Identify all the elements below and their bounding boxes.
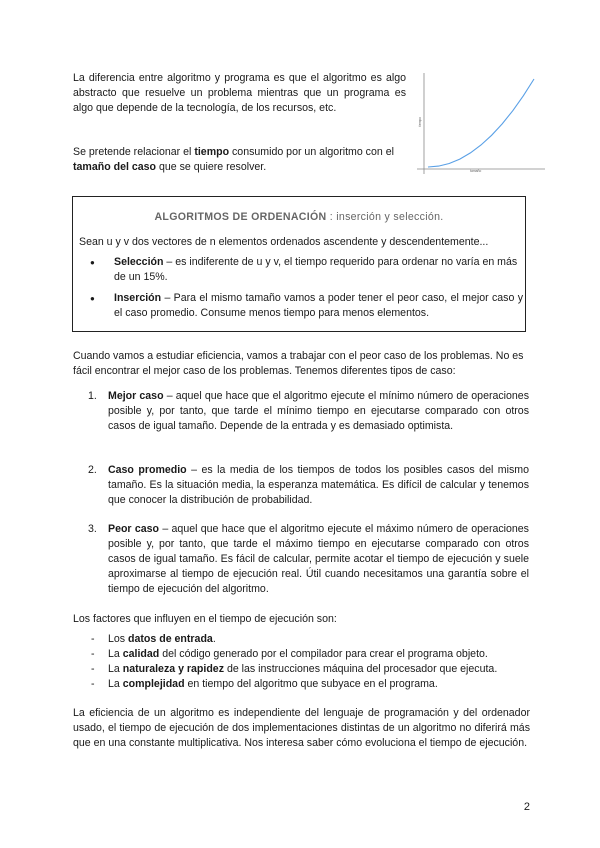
list-dash: - bbox=[91, 648, 95, 660]
paragraph-efficiency: Cuando vamos a estudiar eficiencia, vamos a trabajar con el peor caso de los problemas. No es fácil encontrar el mejor caso de los problemas. Tenemos diferentes tipos de caso: bbox=[73, 350, 524, 377]
page-number: 2 bbox=[523, 801, 530, 813]
intro-text: consumido por un algoritmo con el bbox=[229, 146, 394, 158]
list-dash: - bbox=[91, 678, 95, 690]
bold-term-tiempo: tiempo bbox=[194, 146, 230, 158]
box-title bbox=[73, 210, 525, 225]
case-term: Mejor caso bbox=[108, 390, 164, 402]
case-text: – aquel que hace que el algoritmo ejecute el mínimo número de operaciones posible y, por tanto, que tarde el mínimo tiempo en ejecutarse comparado con otros casos de igual tamaño. Depende de la entrada y es demasiado optimista. bbox=[108, 390, 530, 432]
list-item bbox=[91, 662, 529, 677]
factor-term: datos de entrada bbox=[128, 633, 213, 645]
list-item bbox=[91, 647, 529, 662]
intro-text: que se quiere resolver. bbox=[156, 161, 267, 173]
list-dash: - bbox=[91, 663, 95, 675]
factor-text: de las instrucciones máquina del procesador que ejecuta. bbox=[224, 663, 498, 675]
intro-text: Se pretende relacionar el bbox=[73, 146, 195, 158]
list-item bbox=[88, 463, 529, 508]
list-dash: - bbox=[91, 633, 95, 645]
factor-text: La bbox=[108, 678, 123, 690]
sorting-algorithms-box bbox=[72, 196, 526, 332]
box-title-main: ALGORITMOS DE ORDENACIÓN bbox=[154, 211, 327, 223]
case-term: Peor caso bbox=[108, 523, 160, 535]
bullet-text: – es indiferente de u y v, el tiempo requerido para ordenar no varía en más de un 15%. bbox=[114, 256, 518, 283]
factor-text: Los bbox=[108, 633, 129, 645]
time-vs-size-chart bbox=[414, 71, 545, 176]
list-item bbox=[91, 677, 529, 692]
factor-term: naturaleza y rapidez bbox=[122, 663, 225, 675]
list-item bbox=[91, 632, 529, 647]
bullet-term: Selección bbox=[114, 256, 164, 268]
factor-text: en tiempo del algoritmo que subyace en el programa. bbox=[184, 678, 438, 690]
paragraph-factors: Los factores que influyen en el tiempo de ejecución son: bbox=[73, 613, 337, 625]
box-intro: Sean u y v dos vectores de n elementos ordenados ascendente y descendentemente... bbox=[79, 236, 489, 248]
box-title-sub: : inserción y selección. bbox=[329, 211, 444, 223]
x-axis-label: tamaño bbox=[470, 169, 482, 173]
intro-paragraph-1: La diferencia entre algoritmo y programa es que el algoritmo es algo abstracto que resuelve un problema mientras que un programa es algo que depende de la tecnología, de los recursos, etc. bbox=[73, 72, 406, 114]
list-item bbox=[88, 522, 529, 597]
list-number: 2. bbox=[88, 464, 97, 476]
bullet-term: Inserción bbox=[114, 292, 162, 304]
factor-term: complejidad bbox=[122, 678, 185, 690]
case-text: – aquel que hace que el algoritmo ejecute el máximo número de operaciones posible y, por tanto, que tarde el máximo tiempo en ejecutarse comparado con otros casos de igual tamaño. Es fácil de calcular, permite acotar el tiempo de ejecución y suele aproximarse al tiempo de ejecución real. Útil cuando necesitamos una garantía sobre el tiempo de ejecución del algoritmo. bbox=[108, 523, 529, 595]
list-item bbox=[114, 291, 523, 321]
list-item bbox=[114, 255, 523, 285]
paragraph-efficiency-independence: La eficiencia de un algoritmo es independiente del lenguaje de programación y del ordenador usado, el tiempo de ejecución de dos implementaciones distintas de un algoritmo no diferirá más que en una constante multiplicativa. Nos interesa saber cómo evoluciona el tiempo de ejecución. bbox=[73, 707, 530, 749]
list-item bbox=[88, 389, 530, 434]
case-text: – es la media de los tiempos de todos los posibles casos del mismo tamaño. Es la situación media, la esperanza matemática. Es difícil de calcular y tenemos que conocer la distribución de probabilidad. bbox=[108, 464, 529, 506]
factor-text: La bbox=[108, 663, 123, 675]
bullet-text: – Para el mismo tamaño vamos a poder tener el peor caso, el mejor caso y el caso promedio. Consume menos tiempo para menos elementos. bbox=[114, 292, 523, 319]
y-axis-label: tiempo bbox=[418, 116, 422, 127]
factor-term: calidad bbox=[122, 648, 160, 660]
intro-paragraph-2 bbox=[73, 145, 406, 175]
factor-text: . bbox=[212, 633, 216, 645]
factor-text: La bbox=[108, 648, 123, 660]
bold-term-tamano: tamaño del caso bbox=[73, 161, 157, 173]
list-number: 1. bbox=[88, 390, 97, 402]
factor-text: del código generado por el compilador para crear el programa objeto. bbox=[159, 648, 488, 660]
chart-background bbox=[414, 71, 545, 176]
case-term: Caso promedio bbox=[108, 464, 187, 476]
list-number: 3. bbox=[88, 523, 97, 535]
